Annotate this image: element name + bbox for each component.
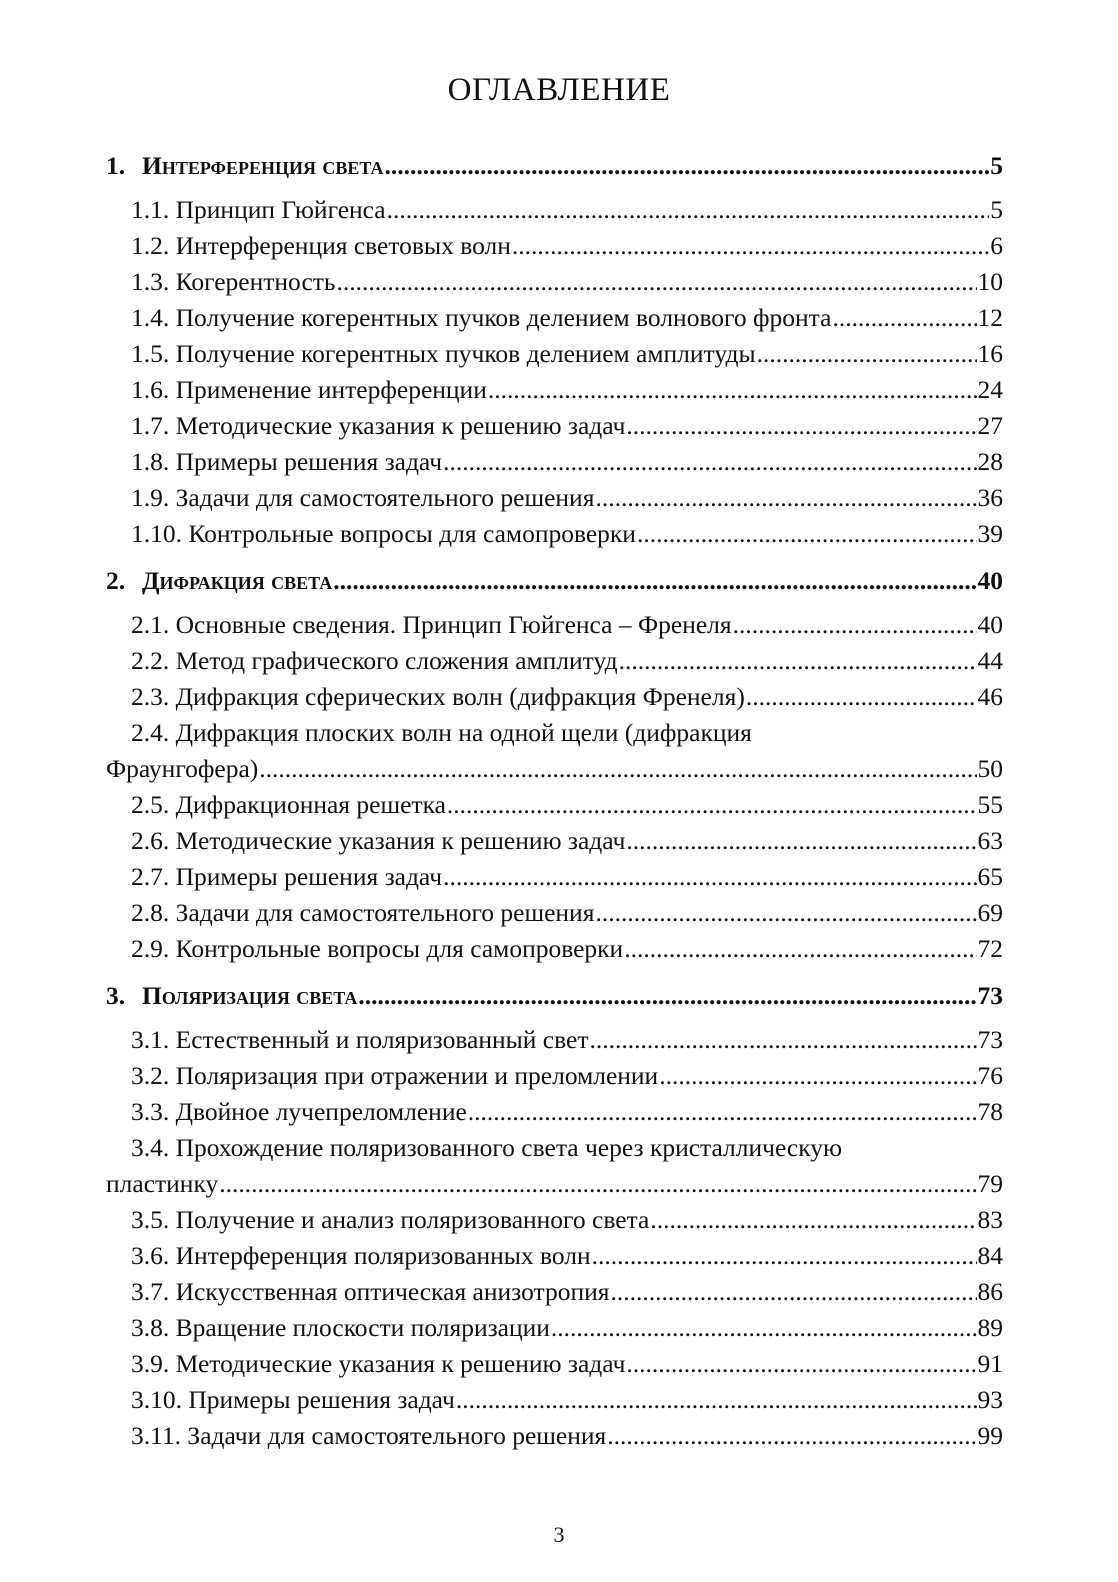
toc-item-3-6[interactable]	[106, 1238, 1003, 1274]
section-title: 3.5. Получение и анализ поляризованного света	[131, 1205, 650, 1234]
section-page: 40	[977, 610, 1003, 639]
chapter-title: Поляризация света	[142, 981, 358, 1010]
toc-item-2-5[interactable]	[106, 787, 1003, 823]
dot-leader	[607, 1418, 976, 1454]
section-page: 44	[977, 646, 1003, 675]
toc-item-2-3[interactable]	[106, 679, 1003, 715]
section-title: 3.9. Методические указания к решению задач	[131, 1349, 626, 1378]
section-title: 2.7. Примеры решения задач	[131, 862, 443, 891]
dot-leader	[443, 859, 976, 895]
section-page: 46	[977, 682, 1003, 711]
section-page: 6	[990, 231, 1003, 260]
page-title: ОГЛАВЛЕНИЕ	[447, 72, 671, 108]
toc-item-1-8[interactable]	[106, 444, 1003, 480]
toc-chapter-2[interactable]	[106, 563, 1003, 599]
section-title: 2.3. Дифракция сферических волн (дифракция Френеля)	[131, 682, 745, 711]
section-page: 36	[977, 483, 1003, 512]
toc-item-3-1[interactable]	[106, 1022, 1003, 1058]
section-page: 89	[977, 1313, 1003, 1342]
section-page: 83	[977, 1205, 1003, 1234]
dot-leader	[259, 751, 976, 787]
chapter-number: 3.	[106, 981, 126, 1010]
dot-leader	[443, 444, 976, 480]
toc-item-2-9[interactable]	[106, 931, 1003, 967]
toc-item-3-10[interactable]	[106, 1382, 1003, 1418]
section-page: 27	[977, 411, 1003, 440]
dot-leader	[595, 895, 976, 931]
section-page: 78	[977, 1097, 1003, 1126]
toc-chapter-1[interactable]	[106, 148, 1003, 184]
toc-chapter-3[interactable]	[106, 978, 1003, 1014]
section-title: 1.6. Применение интерференции	[131, 375, 487, 404]
dot-leader	[626, 1346, 976, 1382]
dot-leader	[592, 1238, 977, 1274]
section-title: 3.8. Вращение плоскости поляризации	[131, 1313, 550, 1342]
dot-leader	[512, 228, 989, 264]
dot-leader	[832, 300, 976, 336]
chapter-page: 5	[990, 151, 1003, 180]
toc-item-1-4[interactable]	[106, 300, 1003, 336]
section-title: 3.2. Поляризация при отражении и преломлении	[131, 1061, 659, 1090]
dot-leader	[757, 336, 977, 372]
page-number: 3	[553, 1522, 565, 1547]
section-title: 3.3. Двойное лучепреломление	[131, 1097, 467, 1126]
dot-leader	[456, 1382, 977, 1418]
section-page: 84	[977, 1241, 1003, 1270]
section-title: 2.8. Задачи для самостоятельного решения	[131, 898, 595, 927]
section-page: 79	[977, 1169, 1003, 1198]
table-of-contents	[106, 148, 1003, 1454]
dot-leader	[650, 1202, 976, 1238]
toc-item-3-4-line1[interactable]: 3.4. Прохождение поляризованного света через кристаллическую	[131, 1133, 843, 1162]
section-page: 16	[977, 339, 1003, 368]
section-page: 99	[977, 1421, 1003, 1450]
chapter-page: 40	[977, 566, 1003, 595]
section-title: 1.3. Когерентность	[131, 267, 336, 296]
toc-item-1-6[interactable]	[106, 372, 1003, 408]
dot-leader	[595, 480, 976, 516]
section-title: 3.6. Интерференция поляризованных волн	[131, 1241, 591, 1270]
dot-leader	[626, 823, 976, 859]
section-page: 69	[977, 898, 1003, 927]
section-title: 1.8. Примеры решения задач	[131, 447, 443, 476]
chapter-title: Интерференция света	[142, 151, 384, 180]
toc-item-1-3[interactable]	[106, 264, 1003, 300]
dot-leader	[447, 787, 977, 823]
dot-leader	[619, 643, 977, 679]
dot-leader	[337, 264, 977, 300]
section-title: 3.1. Естественный и поляризованный свет	[131, 1025, 589, 1054]
dot-leader	[659, 1058, 976, 1094]
dot-leader	[746, 679, 977, 715]
section-page: 10	[977, 267, 1003, 296]
dot-leader	[488, 372, 977, 408]
dot-leader	[589, 1022, 976, 1058]
toc-item-2-8[interactable]	[106, 895, 1003, 931]
toc-item-2-7[interactable]	[106, 859, 1003, 895]
toc-item-3-9[interactable]	[106, 1346, 1003, 1382]
section-title: 2.1. Основные сведения. Принцип Гюйгенса – Френеля	[131, 610, 732, 639]
toc-item-3-3[interactable]	[106, 1094, 1003, 1130]
dot-leader	[733, 607, 977, 643]
section-page: 50	[977, 754, 1003, 783]
section-title-continued: пластинку	[106, 1169, 219, 1198]
section-title: 2.2. Метод графического сложения амплитуд	[131, 646, 618, 675]
chapter-number: 1.	[106, 151, 126, 180]
toc-item-3-11[interactable]	[106, 1418, 1003, 1454]
section-title-continued: Фраунгофера)	[106, 754, 259, 783]
section-title: 1.2. Интерференция световых волн	[131, 231, 511, 260]
dot-leader	[333, 563, 976, 599]
section-title: 1.10. Контрольные вопросы для самопроверки	[131, 519, 636, 548]
section-title: 3.7. Искусственная оптическая анизотропия	[131, 1277, 610, 1306]
dot-leader	[387, 192, 990, 228]
toc-item-1-10[interactable]	[106, 516, 1003, 552]
dot-leader	[551, 1310, 977, 1346]
dot-leader	[637, 516, 977, 552]
section-title: 1.4. Получение когерентных пучков делением волнового фронта	[131, 303, 832, 332]
section-title: 1.9. Задачи для самостоятельного решения	[131, 483, 595, 512]
section-page: 91	[977, 1349, 1003, 1378]
dot-leader	[610, 1274, 976, 1310]
toc-item-3-5[interactable]	[106, 1202, 1003, 1238]
chapter-title: Дифракция света	[142, 566, 333, 595]
dot-leader	[219, 1166, 976, 1202]
section-page: 5	[990, 195, 1003, 224]
toc-item-1-9[interactable]	[106, 480, 1003, 516]
section-title: 1.5. Получение когерентных пучков делением амплитуды	[131, 339, 756, 368]
section-title: 1.7. Методические указания к решению задач	[131, 411, 626, 440]
toc-item-1-5[interactable]	[106, 336, 1003, 372]
section-title: 1.1. Принцип Гюйгенса	[131, 195, 386, 224]
section-page: 93	[977, 1385, 1003, 1414]
section-page: 28	[977, 447, 1003, 476]
toc-item-2-2[interactable]	[106, 643, 1003, 679]
section-page: 12	[977, 303, 1003, 332]
toc-item-2-6[interactable]	[106, 823, 1003, 859]
dot-leader	[468, 1094, 977, 1130]
toc-item-3-7[interactable]	[106, 1274, 1003, 1310]
dot-leader	[624, 931, 976, 967]
toc-item-1-1[interactable]	[106, 192, 1003, 228]
section-page: 24	[977, 375, 1003, 404]
section-page: 55	[977, 790, 1003, 819]
toc-item-2-4[interactable]	[106, 751, 1003, 787]
chapter-page: 73	[977, 981, 1003, 1010]
chapter-number: 2.	[106, 566, 126, 595]
dot-leader	[385, 148, 990, 184]
toc-item-1-7[interactable]	[106, 408, 1003, 444]
section-page: 65	[977, 862, 1003, 891]
section-page: 39	[977, 519, 1003, 548]
section-title: 2.5. Дифракционная решетка	[131, 790, 446, 819]
section-title: 2.9. Контрольные вопросы для самопроверки	[131, 934, 624, 963]
section-page: 73	[977, 1025, 1003, 1054]
toc-item-3-4[interactable]	[106, 1166, 1003, 1202]
section-page: 76	[977, 1061, 1003, 1090]
dot-leader	[358, 978, 976, 1014]
section-page: 63	[977, 826, 1003, 855]
toc-item-3-2[interactable]	[106, 1058, 1003, 1094]
toc-item-2-1[interactable]	[106, 607, 1003, 643]
toc-item-1-2[interactable]	[106, 228, 1003, 264]
section-page: 72	[977, 934, 1003, 963]
toc-item-2-4-line1[interactable]: 2.4. Дифракция плоских волн на одной щели (дифракция	[131, 718, 752, 747]
dot-leader	[626, 408, 976, 444]
toc-item-3-8[interactable]	[106, 1310, 1003, 1346]
section-title: 3.10. Примеры решения задач	[131, 1385, 455, 1414]
section-title: 2.6. Методические указания к решению задач	[131, 826, 626, 855]
section-title: 3.11. Задачи для самостоятельного решения	[131, 1421, 607, 1450]
section-page: 86	[977, 1277, 1003, 1306]
